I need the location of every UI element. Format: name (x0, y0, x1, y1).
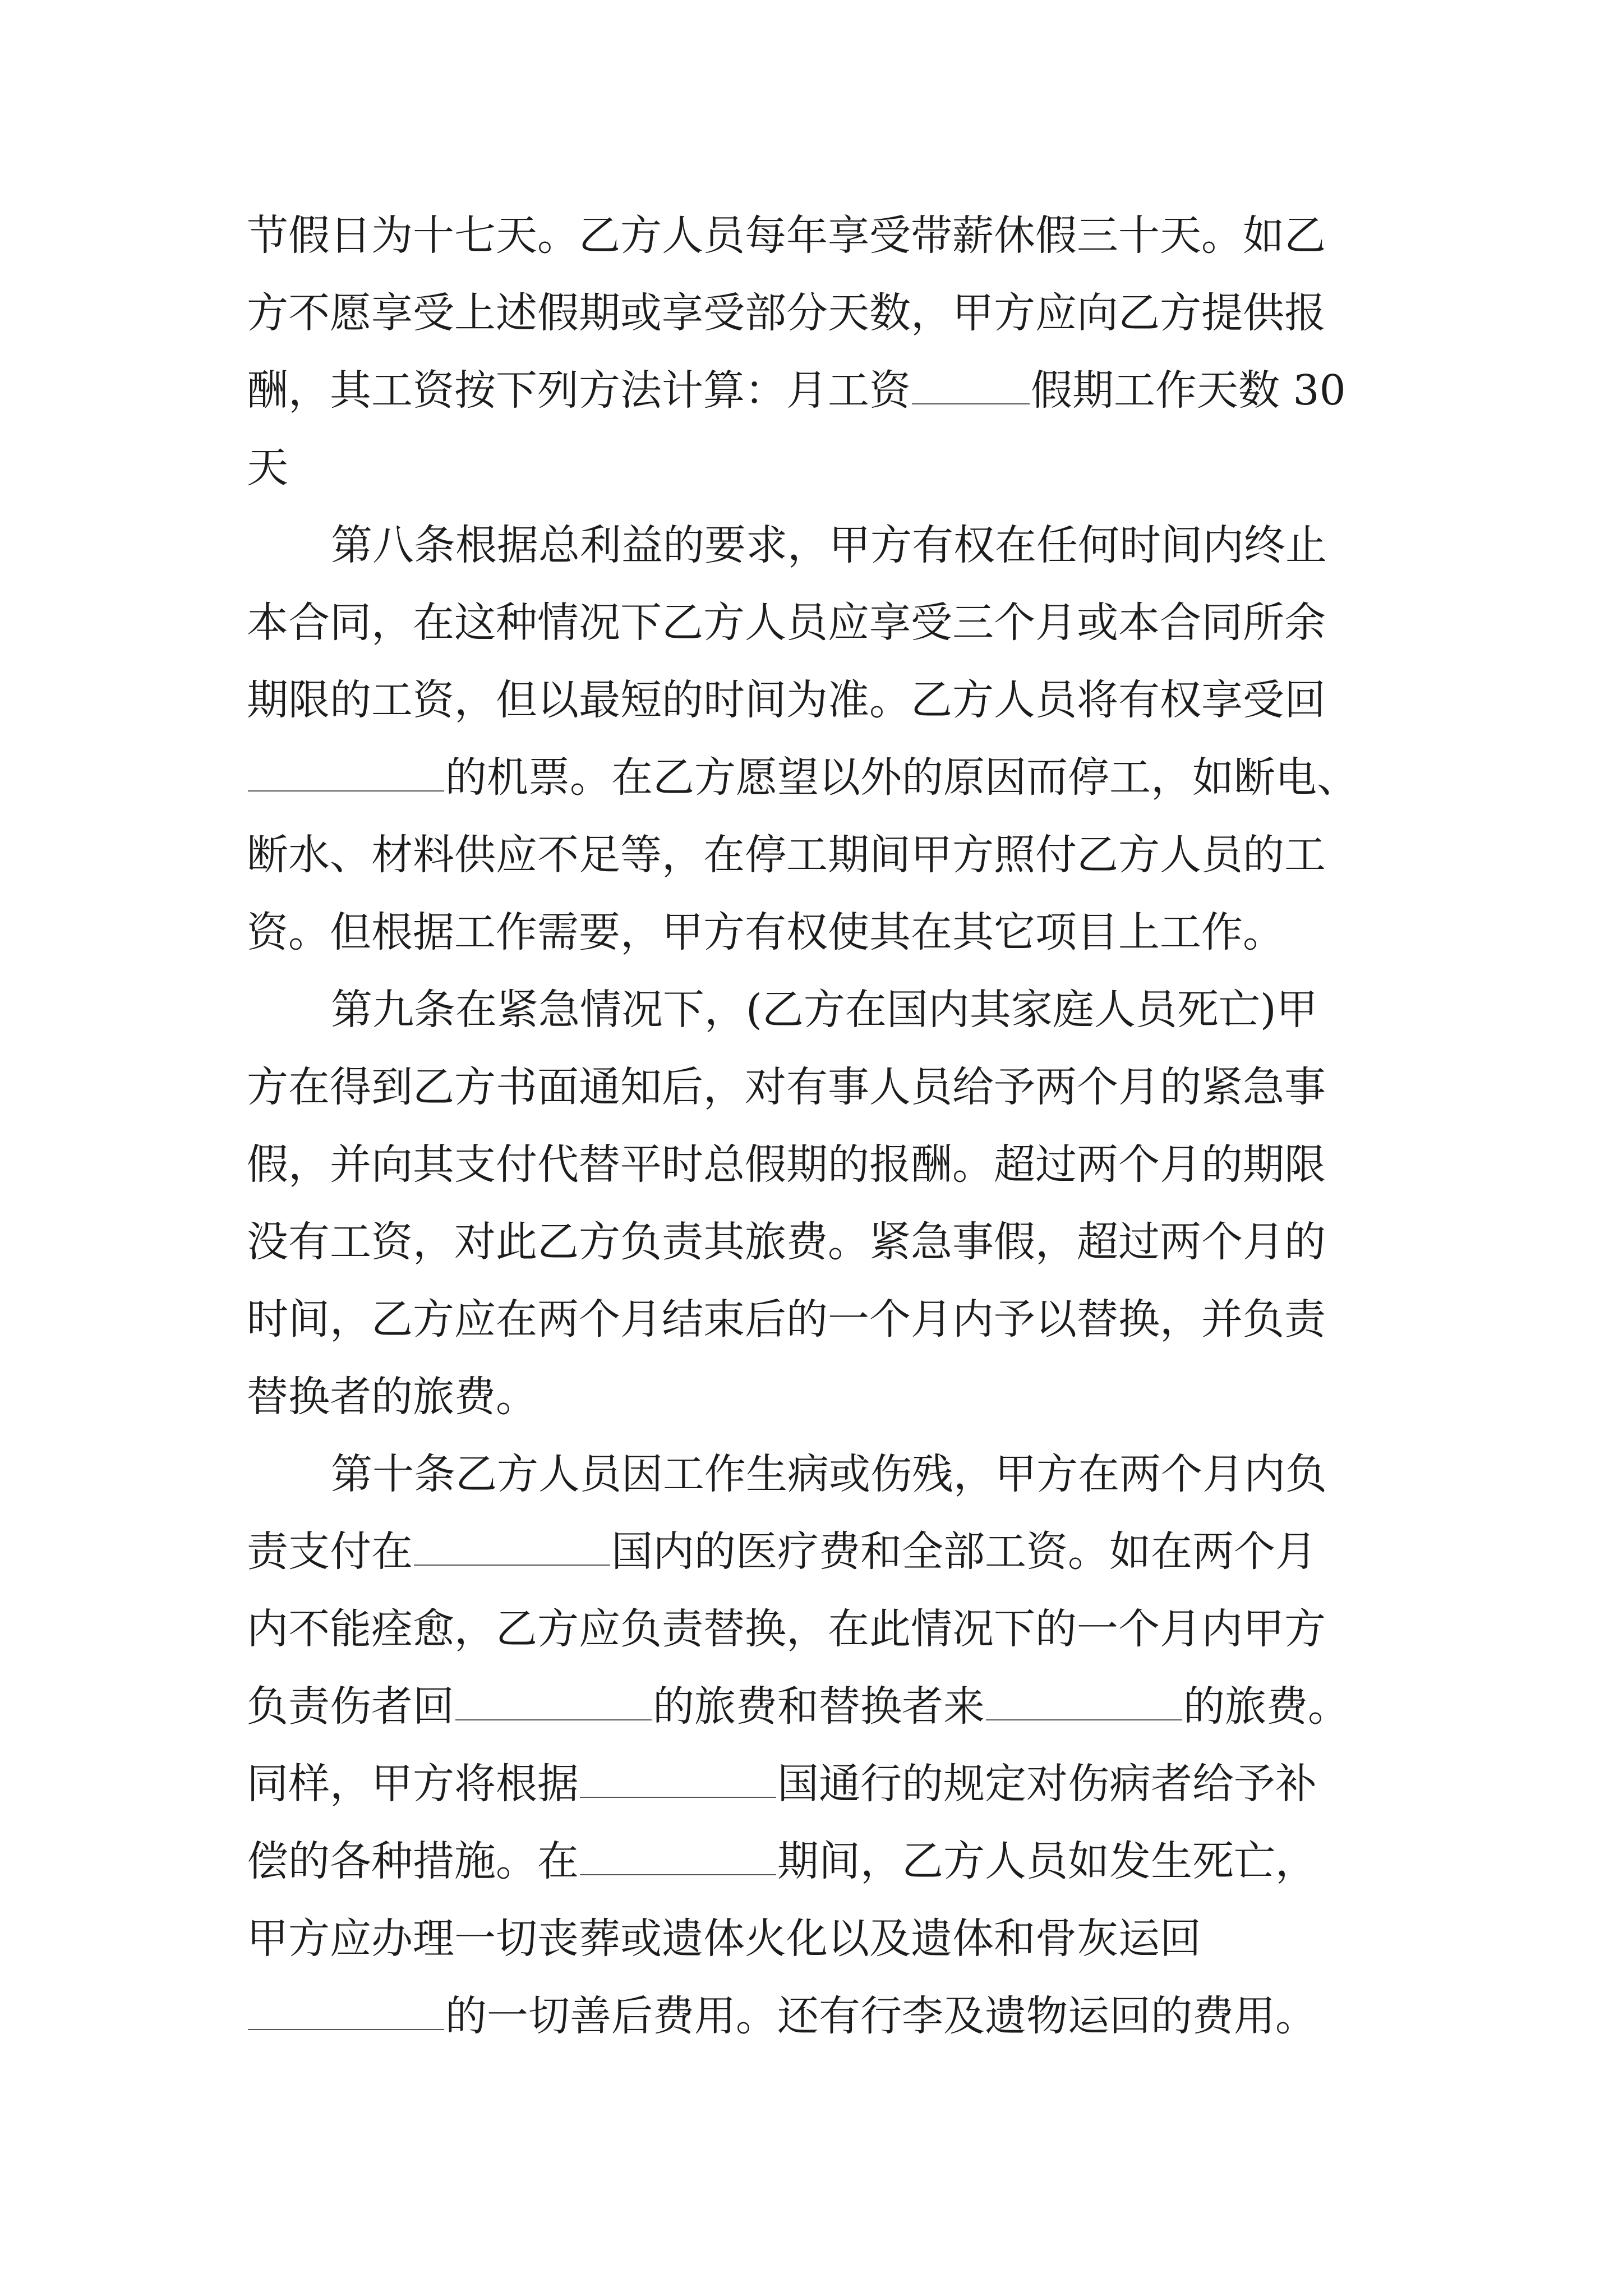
text-segment: 同样，甲方将根据 (247, 1760, 579, 1808)
text-line: 节假日为十七天。乙方人员每年享受带薪休假三十天。如乙 (247, 211, 1326, 260)
text-line (247, 362, 1385, 418)
text-line: 断水、材料供应不足等，在停工期间甲方照付乙方人员的工 (247, 831, 1326, 879)
text-line: 期限的工资，但以最短的时间为准。乙方人员将有权享受回 (247, 676, 1326, 724)
text-line (247, 1678, 1385, 1734)
text-line (247, 1833, 1385, 1889)
text-segment: 的旅费。 (1183, 1682, 1349, 1731)
text-line: 资。但根据工作需要，甲方有权使其在其它项目上工作。 (247, 908, 1284, 956)
fill-in-blank (455, 1686, 652, 1720)
text-line: 内不能痊愈，乙方应负责替换，在此情况下的一个月内甲方 (247, 1605, 1326, 1653)
text-segment: 的机票。在乙方愿望以外的原因而停工，如断电、 (445, 753, 1358, 802)
text-line: 方在得到乙方书面通知后，对有事人员给予两个月的紧急事 (247, 1063, 1326, 1111)
text-line: 天 (247, 444, 288, 492)
article-9-heading-line: 第九条在紧急情况下，(乙方在国内其家庭人员死亡)甲 (331, 986, 1318, 1034)
text-line: 假，并向其支付代替平时总假期的报酬。超过两个月的期限 (247, 1140, 1326, 1189)
text-line (247, 1756, 1385, 1812)
text-segment: 的一切善后费用。还有行李及遗物运回的费用。 (445, 1992, 1317, 2040)
text-segment: 国通行的规定对伤病者给予补 (777, 1760, 1317, 1808)
text-segment: 的旅费和替换者来 (653, 1682, 985, 1731)
fill-in-blank (986, 1686, 1182, 1720)
text-line: 甲方应办理一切丧葬或遗体火化以及遗体和骨灰运回 (247, 1915, 1201, 1963)
article-10-heading-line: 第十条乙方人员因工作生病或伤残，甲方在两个月内负 (331, 1450, 1327, 1498)
text-segment: 酬，其工资按下列方法计算：月工资 (247, 366, 911, 415)
text-line (247, 749, 1385, 806)
text-line (247, 1988, 1385, 2044)
text-line: 替换者的旅费。 (247, 1373, 537, 1421)
fill-in-blank (580, 1841, 776, 1875)
text-segment: 负责伤者回 (247, 1682, 454, 1731)
text-segment: 偿的各种措施。在 (247, 1837, 579, 1885)
fill-in-blank (414, 1531, 610, 1566)
text-segment: 国内的医疗费和全部工资。如在两个月 (611, 1527, 1317, 1576)
fill-in-blank (580, 1763, 776, 1798)
fill-in-blank (248, 1995, 444, 2030)
article-8-heading-line: 第八条根据总利益的要求，甲方有权在任何时间内终止 (331, 521, 1327, 569)
text-segment: 期间，乙方人员如发生死亡， (777, 1837, 1317, 1885)
fill-in-blank (248, 757, 444, 792)
text-segment: 责支付在 (247, 1527, 413, 1576)
text-line: 本合同，在这种情况下乙方人员应享受三个月或本合同所余 (247, 599, 1326, 647)
text-line: 时间，乙方应在两个月结束后的一个月内予以替换，并负责 (247, 1295, 1326, 1343)
text-line: 方不愿享受上述假期或享受部分天数，甲方应向乙方提供报 (247, 289, 1326, 337)
text-line: 没有工资，对此乙方负责其旅费。紧急事假，超过两个月的 (247, 1218, 1326, 1266)
text-line (247, 1524, 1385, 1580)
fill-in-blank (912, 370, 1030, 404)
text-segment: 假期工作天数 30 (1031, 366, 1346, 415)
